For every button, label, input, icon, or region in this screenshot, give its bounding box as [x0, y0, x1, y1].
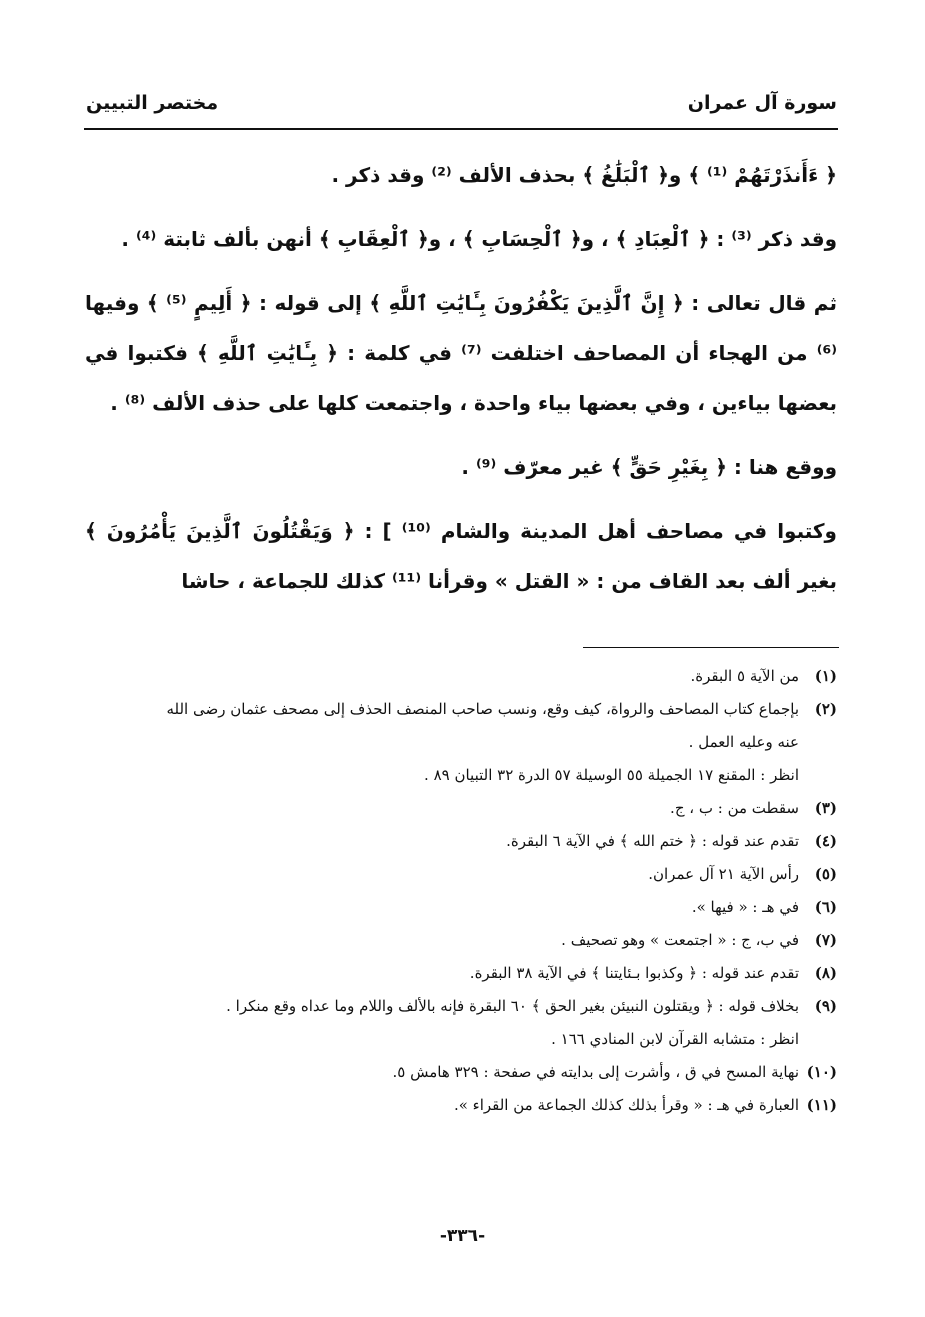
- paragraph-3: ثم قال تعالى : ﴿ إِنَّ ٱلَّذِينَ يَكْفُرُونَ بِـَٔايَٰتِ ٱللَّهِ ﴾ إلى قوله : ﴿ أَلِيمٍ ⁽⁵⁾ ﴾ وفيها ⁽⁶⁾ من الهجاء أن المصاحف اختلفت ⁽⁷⁾ في كلمة : ﴿ بِـَٔايَٰتِ ٱللَّهِ ﴾ فكتبوا في بعضها بياءين ، وفي بعضها بياء واحدة ، واجتمعت كلها على حذف الألف ⁽⁸⁾ .: [85, 291, 837, 415]
- footnote-text: بخلاف قوله : ﴿ ويقتلون النبيئن بغير الحق ﴾ ٦٠ البقرة فإنه بالألف واللام وما عداه وقع منكرا .: [226, 997, 799, 1015]
- running-header-surah: سورة آل عمران: [687, 92, 837, 114]
- footnote-text: العبارة في هـ : « وقرأ بذلك كذلك الجماعة من القراء ».: [453, 1096, 799, 1114]
- footnote-number: (٥): [814, 865, 837, 883]
- footnote: [77, 660, 837, 693]
- footnote: [77, 990, 837, 1056]
- footnote-text: سقطت من : ب ، ج.: [670, 799, 799, 817]
- footnote: [77, 825, 837, 858]
- footnote-number: (٢): [814, 700, 837, 718]
- footnote-text: من الآية ٥ البقرة.: [690, 667, 799, 685]
- footnote-number: (٦): [814, 898, 837, 916]
- footnote: [77, 858, 837, 891]
- footnote-text: تقدم عند قوله : ﴿ ختم الله ﴾ في الآية ٦ البقرة.: [506, 832, 799, 850]
- footnote-number: (١١): [806, 1096, 837, 1114]
- footnote-text: عنه وعليه العمل .: [688, 733, 799, 751]
- footnote-number: (١): [814, 667, 837, 685]
- footnotes: [77, 660, 837, 1122]
- paragraph-1: ﴿ ءَأَنذَرْتَهُمْ ⁽¹⁾ ﴾ و﴿ ٱلْبَلَٰغُ ﴾ بحذف الألف ⁽²⁾ وقد ذكر .: [331, 163, 837, 187]
- footnotes-divider: [583, 647, 839, 648]
- paragraph-5: وكتبوا في مصاحف أهل المدينة والشام ⁽¹⁰⁾ ] : ﴿ وَيَقْتُلُونَ ٱلَّذِينَ يَأْمُرُونَ ﴾ بغير ألف بعد القاف من : « القتل » وقرأنا ⁽¹¹⁾ كذلك للجماعة ، حاشا: [85, 519, 837, 593]
- footnote-text: رأس الآية ٢١ آل عمران.: [648, 865, 799, 883]
- footnote: [77, 792, 837, 825]
- footnote: [77, 1056, 837, 1089]
- footnote: [77, 693, 837, 792]
- footnote-number: (٩): [814, 997, 837, 1015]
- running-header-book-title: مختصر التبيين: [86, 92, 219, 114]
- page-number: -٣٣٦-: [439, 1226, 486, 1246]
- footnote-text: في ب، ج : « اجتمعت » وهو تصحيف .: [561, 931, 799, 949]
- footnote: [77, 1089, 837, 1122]
- header-divider: [84, 128, 838, 130]
- footnote: [77, 924, 837, 957]
- footnote-text: تقدم عند قوله : ﴿ وكذبوا بـئايتنا ﴾ في الآية ٣٨ البقرة.: [469, 964, 799, 982]
- footnote-text: في هـ : « فيها ».: [691, 898, 799, 916]
- main-text: [85, 150, 837, 620]
- footnote: [77, 957, 837, 990]
- footnote-number: (٧): [814, 931, 837, 949]
- paragraph-2: وقد ذكر ⁽³⁾ : ﴿ ٱلْعِبَادِ ﴾ ، و﴿ ٱلْحِسَابِ ﴾ ، و﴿ ٱلْعِقَابِ ﴾ أنهن بألف ثابتة ⁽⁴⁾ .: [121, 227, 837, 251]
- footnote-text: انظر : متشابه القرآن لابن المنادي ١٦٦ .: [551, 1030, 799, 1048]
- footnote: [77, 891, 837, 924]
- footnote-number: (٨): [814, 964, 837, 982]
- footnote-number: (٤): [814, 832, 837, 850]
- footnote-text: بإجماع كتاب المصاحف والرواة، كيف وقع، ونسب صاحب المنصف الحذف إلى مصحف عثمان رضى الله: [166, 700, 799, 718]
- footnote-number: (٣): [814, 799, 837, 817]
- footnote-number: (١٠): [806, 1063, 837, 1081]
- footnote-text: نهاية المسح في ق ، وأشرت إلى بدايته في صفحة : ٣٢٩ هامش ٥.: [392, 1063, 799, 1081]
- paragraph-4: ووقع هنا : ﴿ بِغَيْرِ حَقٍّ ﴾ غير معرّف ⁽⁹⁾ .: [461, 455, 837, 479]
- footnote-text: انظر : المقنع ١٧ الجميلة ٥٥ الوسيلة ٥٧ الدرة ٣٢ التبيان ٨٩ .: [424, 766, 799, 784]
